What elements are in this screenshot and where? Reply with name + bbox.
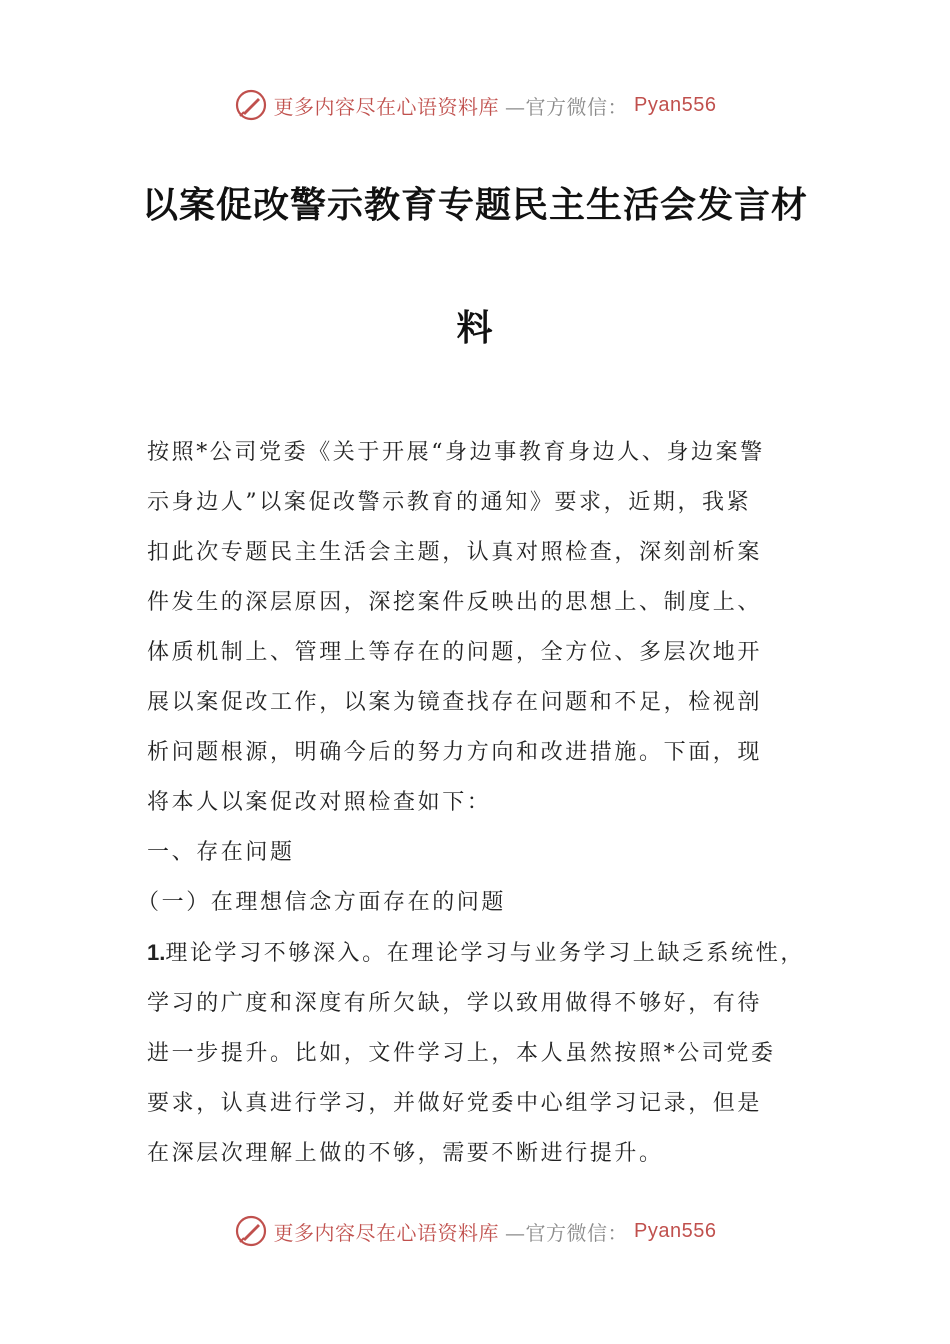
banner-wechat-label: —官方微信： — [505, 1220, 629, 1245]
item-1-line — [147, 928, 812, 979]
section-heading: 一、存在问题 — [147, 840, 295, 865]
item-1-line: 在深层次理解上做的不够，需要不断进行提升。 — [147, 1141, 664, 1166]
banner-wechat-id: Pyan556 — [634, 1219, 717, 1242]
subsection-heading: （一）在理想信念方面存在的问题 — [137, 890, 507, 915]
intro-line: 将本人以案促改对照检查如下： — [147, 790, 492, 815]
banner-library-text: 更多内容尽在心语资料库 — [273, 1220, 500, 1245]
quill-logo-icon — [234, 88, 268, 122]
document-title-line-1: 以案促改警示教育专题民主生活会发言材 — [141, 184, 808, 226]
item-1-number: 1. — [147, 940, 166, 965]
document-body — [137, 428, 812, 1179]
item-1-line: 进一步提升。比如，文件学习上，本人虽然按照*公司党委 — [147, 1041, 776, 1066]
item-1-line: 要求，认真进行学习，并做好党委中心组学习记录，但是 — [147, 1091, 763, 1116]
header-banner — [0, 88, 950, 122]
item-1-line: 学习的广度和深度有所欠缺，学以致用做得不够好，有待 — [147, 991, 763, 1016]
intro-line: 按照*公司党委《关于开展“身边事教育身边人、身边案警 — [147, 440, 765, 465]
item-1-text: 理论学习不够深入。在理论学习与业务学习上缺乏系统性， — [165, 941, 805, 966]
banner-wechat-label: —官方微信： — [505, 94, 629, 119]
document-title-line-2: 料 — [456, 307, 494, 349]
banner-library-text: 更多内容尽在心语资料库 — [273, 94, 500, 119]
intro-line: 展以案促改工作，以案为镜查找存在问题和不足，检视剖 — [147, 690, 763, 715]
quill-logo-icon — [234, 1214, 268, 1248]
intro-line: 件发生的深层原因，深挖案件反映出的思想上、制度上、 — [147, 590, 763, 615]
intro-line: 体质机制上、管理上等存在的问题，全方位、多层次地开 — [147, 640, 763, 665]
intro-line: 析问题根源，明确今后的努力方向和改进措施。下面，现 — [147, 740, 763, 765]
intro-line: 示身边人”以案促改警示教育的通知》要求，近期，我紧 — [147, 490, 752, 515]
banner-wechat-id: Pyan556 — [634, 93, 717, 116]
intro-line: 扣此次专题民主生活会主题，认真对照检查，深刻剖析案 — [147, 540, 763, 565]
footer-banner — [0, 1214, 950, 1248]
